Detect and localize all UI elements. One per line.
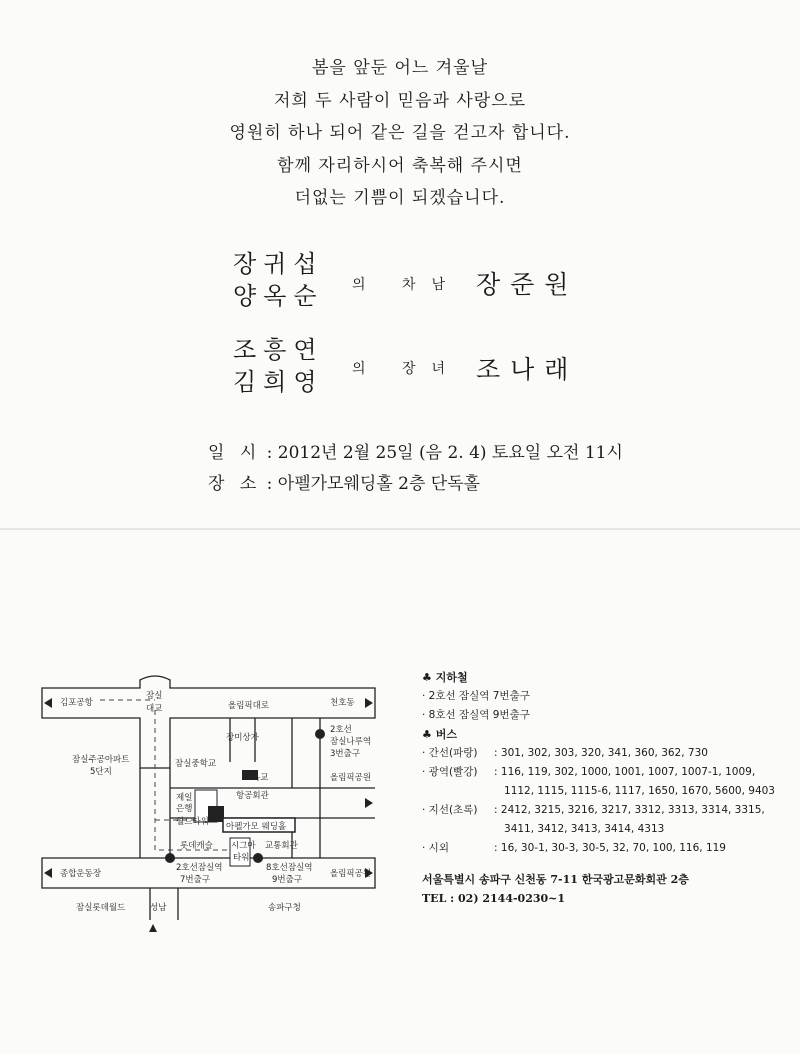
groom-mother: 양옥순 bbox=[233, 282, 324, 310]
bride-relation: 의 장녀 bbox=[352, 361, 462, 377]
map-label-gimpo: 김포공항 bbox=[60, 698, 93, 708]
place-value: 아펠가모웨딩홀 2층 단독홀 bbox=[277, 474, 481, 494]
bus-row: · 시외 : 16, 30-1, 30-3, 30-5, 32, 70, 100, 116, 119 bbox=[422, 842, 726, 854]
map-label-olympic-park: 올림픽공원 bbox=[330, 869, 372, 879]
bus-row: 1112, 1115, 1115-6, 1117, 1650, 1670, 5600, 9403 bbox=[504, 785, 775, 797]
map-label-cheonho: 천호동 bbox=[330, 698, 355, 708]
greeting-message bbox=[0, 52, 800, 215]
location-map bbox=[30, 670, 400, 940]
event-date: 일 시 : 2012년 2월 25일 (음 2. 4) 토요일 오전 11시 bbox=[208, 443, 623, 463]
greeting-line: 봄을 앞둔 어느 겨울날 bbox=[311, 58, 488, 78]
subway-line: · 8호선 잠실역 9번출구 bbox=[422, 709, 530, 721]
map-label-jamsil-bridge: 대교 bbox=[146, 704, 163, 714]
subway-heading: ♣ 지하철 bbox=[422, 671, 468, 684]
club-icon: ♣ bbox=[422, 671, 432, 684]
map-label-songpa-office: 송파구청 bbox=[268, 903, 301, 913]
subway-line: · 2호선 잠실역 7번출구 bbox=[422, 690, 530, 702]
map-label-jangmi: 장미상가 bbox=[226, 733, 259, 743]
map-label-jugong: 잠실주공아파트 bbox=[72, 755, 130, 765]
greeting-line: 더없는 기쁨이 되겠습니다. bbox=[294, 188, 506, 208]
groom-name: 장준원 bbox=[476, 270, 579, 299]
map-label-exit9: 8호선잠실역 bbox=[266, 863, 313, 873]
map-label-jugong: 5단지 bbox=[90, 767, 112, 777]
map-label-gyotong: 교통회관 bbox=[265, 841, 298, 851]
club-icon: ♣ bbox=[422, 728, 432, 741]
map-label-exit7: 2호선잠실역 bbox=[176, 863, 223, 873]
venue-phone: TEL : 02) 2144-0230~1 bbox=[422, 892, 566, 905]
map-label-exit9: 9번출구 bbox=[272, 875, 303, 885]
place-label: 장 소 bbox=[208, 474, 262, 494]
map-label-hangong: 항공회관 bbox=[236, 791, 269, 801]
map-label-sigma: 시그마 bbox=[231, 841, 256, 851]
date-label: 일 시 bbox=[208, 443, 262, 463]
map-label-naru: 2호선 bbox=[330, 725, 352, 735]
greeting-line: 함께 자리하시어 축복해 주시면 bbox=[277, 155, 523, 176]
map-label-olympic-road: 올림픽대로 bbox=[228, 701, 270, 711]
map-label-naru: 3번출구 bbox=[330, 749, 361, 759]
bus-heading: ♣ 버스 bbox=[422, 728, 457, 741]
map-label-okgyo: 옥교 bbox=[252, 773, 269, 783]
venue-address: 서울특별시 송파구 신천동 7-11 한국광고문화회관 2층 bbox=[422, 873, 689, 886]
map-label-olympic-park: 올림픽공원 bbox=[330, 773, 372, 783]
map-label-lotte-castle: 롯데캐슬 bbox=[180, 841, 213, 851]
bus-row: · 간선(파랑) : 301, 302, 303, 320, 341, 360, 362, 730 bbox=[422, 747, 708, 759]
bride-name: 조나래 bbox=[476, 355, 579, 384]
map-label-jamsil-middle-school: 잠실중학교 bbox=[175, 759, 217, 769]
map-label-sigma: 타워 bbox=[233, 853, 250, 863]
map-label-jamsil-bridge: 잠실 bbox=[146, 691, 163, 701]
map-label-world-tower: 월드타워 bbox=[176, 817, 209, 827]
greeting-line: 영원히 하나 되어 같은 길을 걷고자 합니다. bbox=[229, 123, 571, 143]
greeting-line: 저희 두 사람이 믿음과 사랑으로 bbox=[273, 90, 527, 111]
bus-row: · 지선(초록) : 2412, 3215, 3216, 3217, 3312, 3313, 3314, 3315, bbox=[422, 804, 765, 816]
map-label-lotteworld: 잠실롯데월드 bbox=[76, 903, 126, 913]
map-label-wedding-hall: 아펠가모 웨딩홀 bbox=[226, 822, 287, 832]
bus-row: 3411, 3412, 3413, 3414, 4313 bbox=[504, 823, 665, 835]
map-label-sports-complex: 종합운동장 bbox=[60, 869, 102, 879]
map-label-exit7: 7번출구 bbox=[180, 875, 211, 885]
fold-line bbox=[0, 528, 800, 530]
map-label-naru: 잠실나루역 bbox=[330, 737, 372, 747]
bride-father: 조흥연 bbox=[233, 336, 324, 364]
date-value: 2012년 2월 25일 (음 2. 4) 토요일 오전 11시 bbox=[277, 443, 623, 463]
groom-parents bbox=[233, 248, 324, 312]
bride-mother: 김희영 bbox=[233, 368, 324, 396]
bus-row: · 광역(빨강) : 116, 119, 302, 1000, 1001, 1007, 1007-1, 1009, bbox=[422, 766, 756, 778]
map-label-jeil: 제일 bbox=[176, 793, 193, 803]
groom-relation: 의 차남 bbox=[352, 277, 462, 293]
event-place: 장 소 : 아펠가모웨딩홀 2층 단독홀 bbox=[208, 474, 481, 494]
map-label-seongnam: 성남 bbox=[150, 903, 167, 913]
bride-parents bbox=[233, 334, 324, 398]
directions-panel bbox=[422, 668, 782, 908]
map-label-jeil: 은행 bbox=[176, 804, 193, 814]
groom-father: 장귀섭 bbox=[233, 250, 324, 278]
